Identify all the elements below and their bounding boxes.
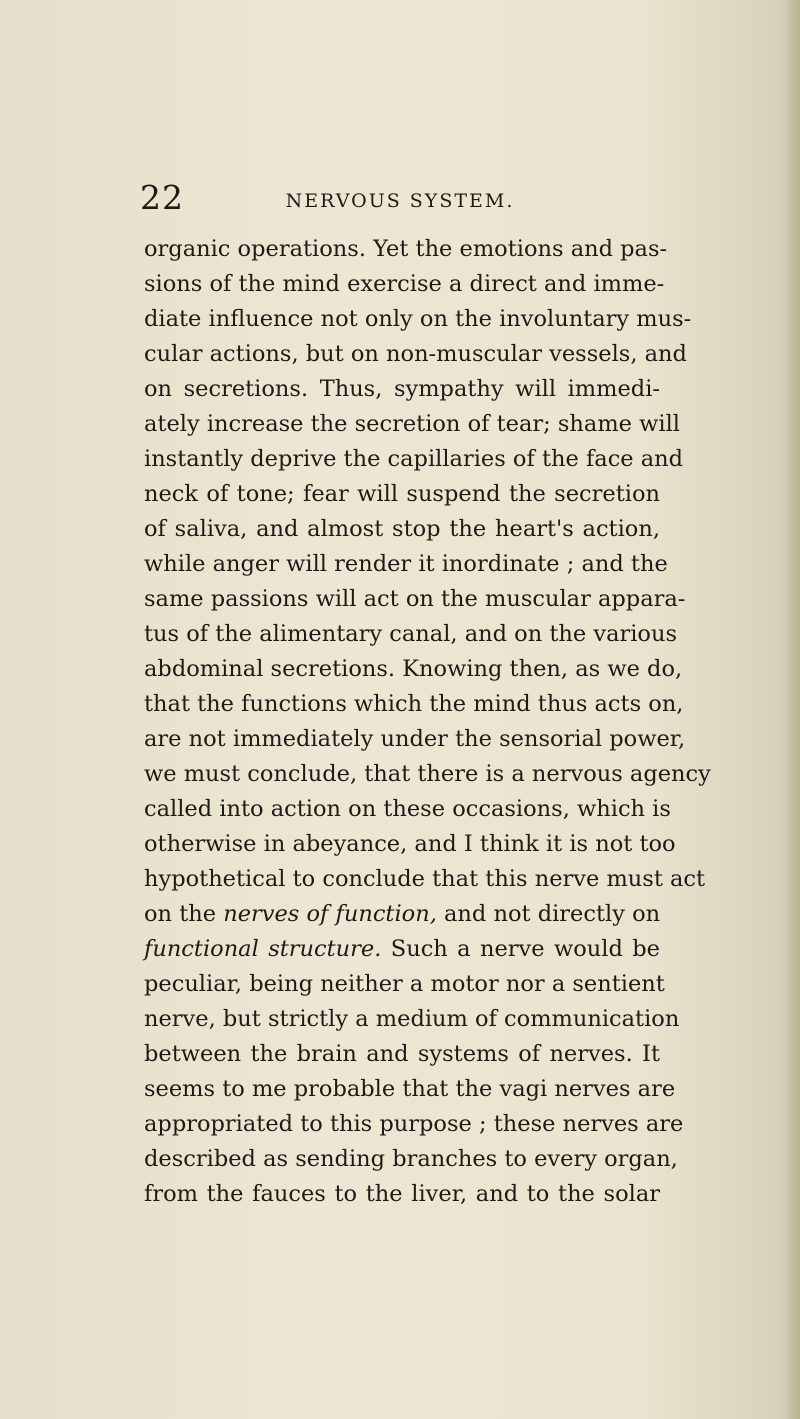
text-line: seems to me probable that the vagi nerves are — [144, 1076, 676, 1102]
text-line: that the functions which the mind thus acts on, — [144, 691, 684, 717]
italic-phrase: functional structure. — [144, 936, 382, 962]
text-line: hypothetical to conclude that this nerve must act — [144, 866, 706, 892]
text-run: on the — [144, 901, 224, 927]
text-line: from the fauces to the liver, and to the solar — [144, 1181, 660, 1207]
text-line: neck of tone; fear will suspend the secretion — [144, 481, 660, 507]
text-line: otherwise in abeyance, and I think it is not too — [144, 831, 676, 857]
italic-phrase: nerves of function, — [223, 901, 437, 927]
text-line: we must conclude, that there is a nervous agency — [144, 761, 711, 787]
text-line: ately increase the secretion of tear; shame will — [144, 411, 680, 437]
text-line: abdominal secretions. Knowing then, as we do, — [144, 656, 683, 682]
text-line — [144, 897, 660, 932]
running-title: NERVOUS SYSTEM. — [285, 190, 515, 212]
text-line: peculiar, being neither a motor nor a sentient — [144, 971, 665, 997]
text-line: instantly deprive the capillaries of the face and — [144, 446, 684, 472]
page-number: 22 — [140, 178, 184, 217]
body-paragraph — [144, 232, 711, 1212]
text-line: of saliva, and almost stop the heart's action, — [144, 516, 660, 542]
text-line: organic operations. Yet the emotions and pas- — [144, 236, 668, 262]
text-line: appropriated to this purpose ; these nerves are — [144, 1111, 684, 1137]
text-line: cular actions, but on non-muscular vessels, and — [144, 341, 687, 367]
text-line: on secretions. Thus, sympathy will immedi- — [144, 376, 660, 402]
text-line: between the brain and systems of nerves. It — [144, 1041, 660, 1067]
text-run: and not directly on — [436, 901, 661, 927]
text-line: same passions will act on the muscular appara- — [144, 586, 686, 612]
text-line: called into action on these occasions, which is — [144, 796, 671, 822]
text-line: nerve, but strictly a medium of communication — [144, 1006, 680, 1032]
text-line: tus of the alimentary canal, and on the various — [144, 621, 678, 647]
text-line — [144, 932, 660, 967]
text-run: Such a nerve would be — [381, 936, 661, 962]
text-line: while anger will render it inordinate ; and the — [144, 551, 668, 577]
text-line: sions of the mind exercise a direct and imme- — [144, 271, 665, 297]
text-line: diate influence not only on the involuntary mus- — [144, 306, 692, 332]
text-line: described as sending branches to every organ, — [144, 1146, 678, 1172]
text-line: are not immediately under the sensorial power, — [144, 726, 686, 752]
